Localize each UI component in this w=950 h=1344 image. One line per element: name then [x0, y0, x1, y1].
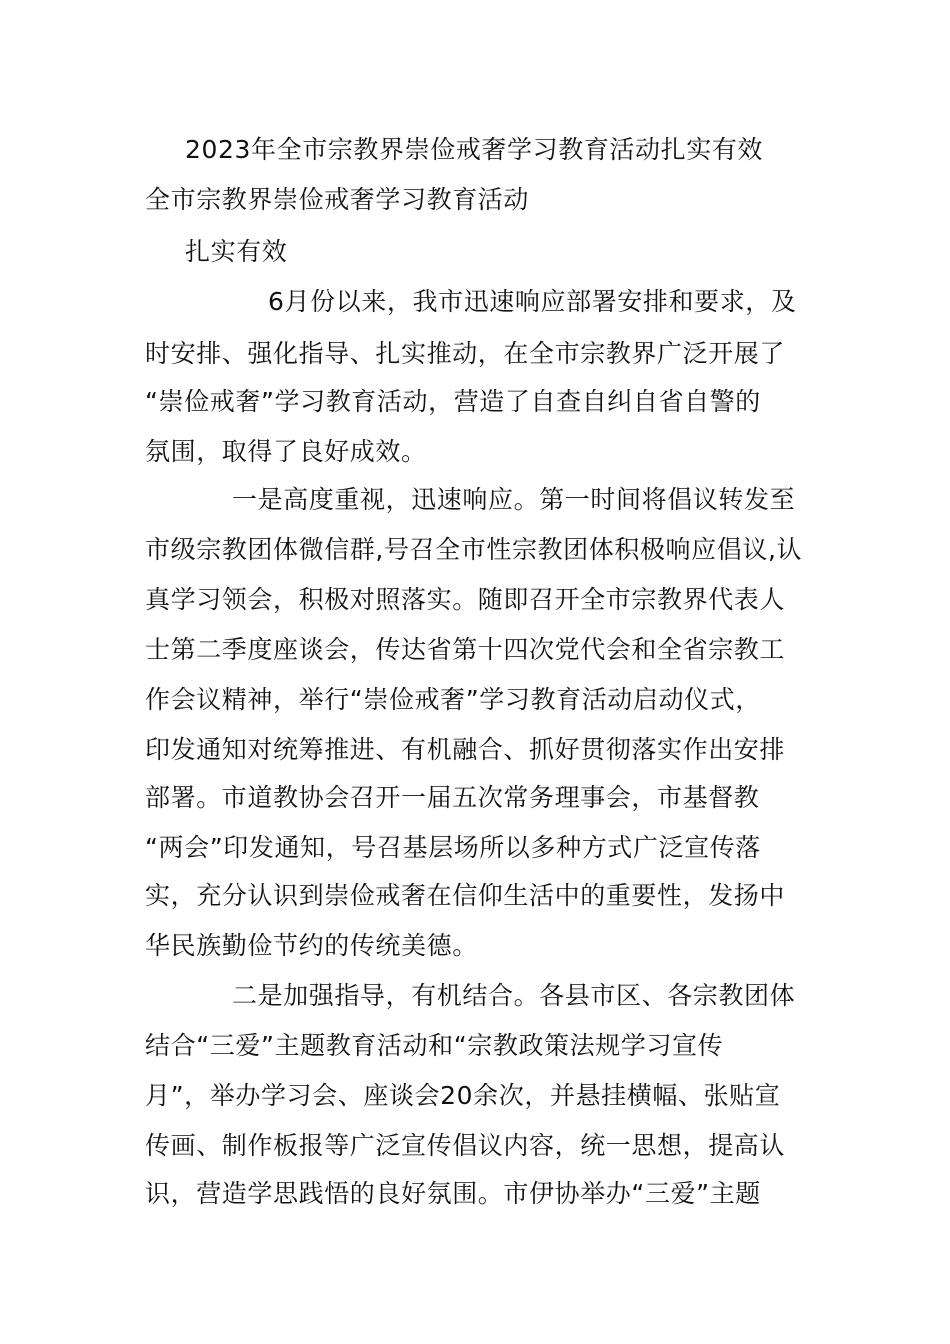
- paragraph-2-line-4: 士第二季度座谈会，传达省第十四次党代会和全省宗教工: [145, 635, 786, 664]
- paragraph-3-line-3: 月”，举办学习会、座谈会20余次，并悬挂横幅、张贴宣: [145, 1081, 781, 1110]
- document-subtitle-line-1: 全市宗教界崇俭戒奢学习教育活动: [145, 185, 530, 214]
- paragraph-1-line-3: “崇俭戒奢”学习教育活动，营造了自查自纠自省自警的: [145, 387, 761, 416]
- paragraph-3-line-1: 二是加强指导，有机结合。各县市区、各宗教团体: [232, 981, 796, 1010]
- paragraph-1-line-4: 氛围，取得了良好成效。: [145, 437, 427, 466]
- paragraph-3-line-5: 识，营造学思践悟的良好氛围。市伊协举办“三爱”主题: [145, 1179, 761, 1208]
- paragraph-3-line-2: 结合“三爱”主题教育活动和“宗教政策法规学习宣传: [145, 1031, 724, 1060]
- paragraph-2-line-3: 真学习领会，积极对照落实。随即召开全市宗教界代表人: [145, 585, 786, 614]
- paragraph-1-line-2: 时安排、强化指导、扎实推动，在全市宗教界广泛开展了: [145, 339, 786, 368]
- paragraph-1-line-1: 6月份以来，我市迅速响应部署安排和要求，及: [268, 287, 797, 316]
- paragraph-2-line-9: 实，充分认识到崇俭戒奢在信仰生活中的重要性，发扬中: [145, 881, 786, 910]
- paragraph-3-line-4: 传画、制作板报等广泛宣传倡议内容，统一思想，提高认: [145, 1131, 786, 1160]
- paragraph-2-line-8: “两会”印发通知，号召基层场所以多种方式广泛宣传落: [145, 833, 761, 862]
- paragraph-2-line-6: 印发通知对统筹推进、有机融合、抓好贯彻落实作出安排: [145, 735, 786, 764]
- paragraph-2-line-7: 部署。市道教协会召开一届五次常务理事会，市基督教: [145, 783, 760, 812]
- paragraph-2-line-5: 作会议精神，举行“崇俭戒奢”学习教育活动启动仪式，: [145, 685, 761, 714]
- document-subtitle-line-2: 扎实有效: [185, 237, 288, 266]
- paragraph-2-line-2: 市级宗教团体微信群,号召全市性宗教团体积极响应倡议,认: [145, 535, 803, 564]
- paragraph-2-line-1: 一是高度重视，迅速响应。第一时间将倡议转发至: [232, 485, 796, 514]
- document-title: 2023年全市宗教界崇俭戒奢学习教育活动扎实有效: [185, 135, 764, 164]
- paragraph-2-line-10: 华民族勤俭节约的传统美德。: [145, 931, 478, 960]
